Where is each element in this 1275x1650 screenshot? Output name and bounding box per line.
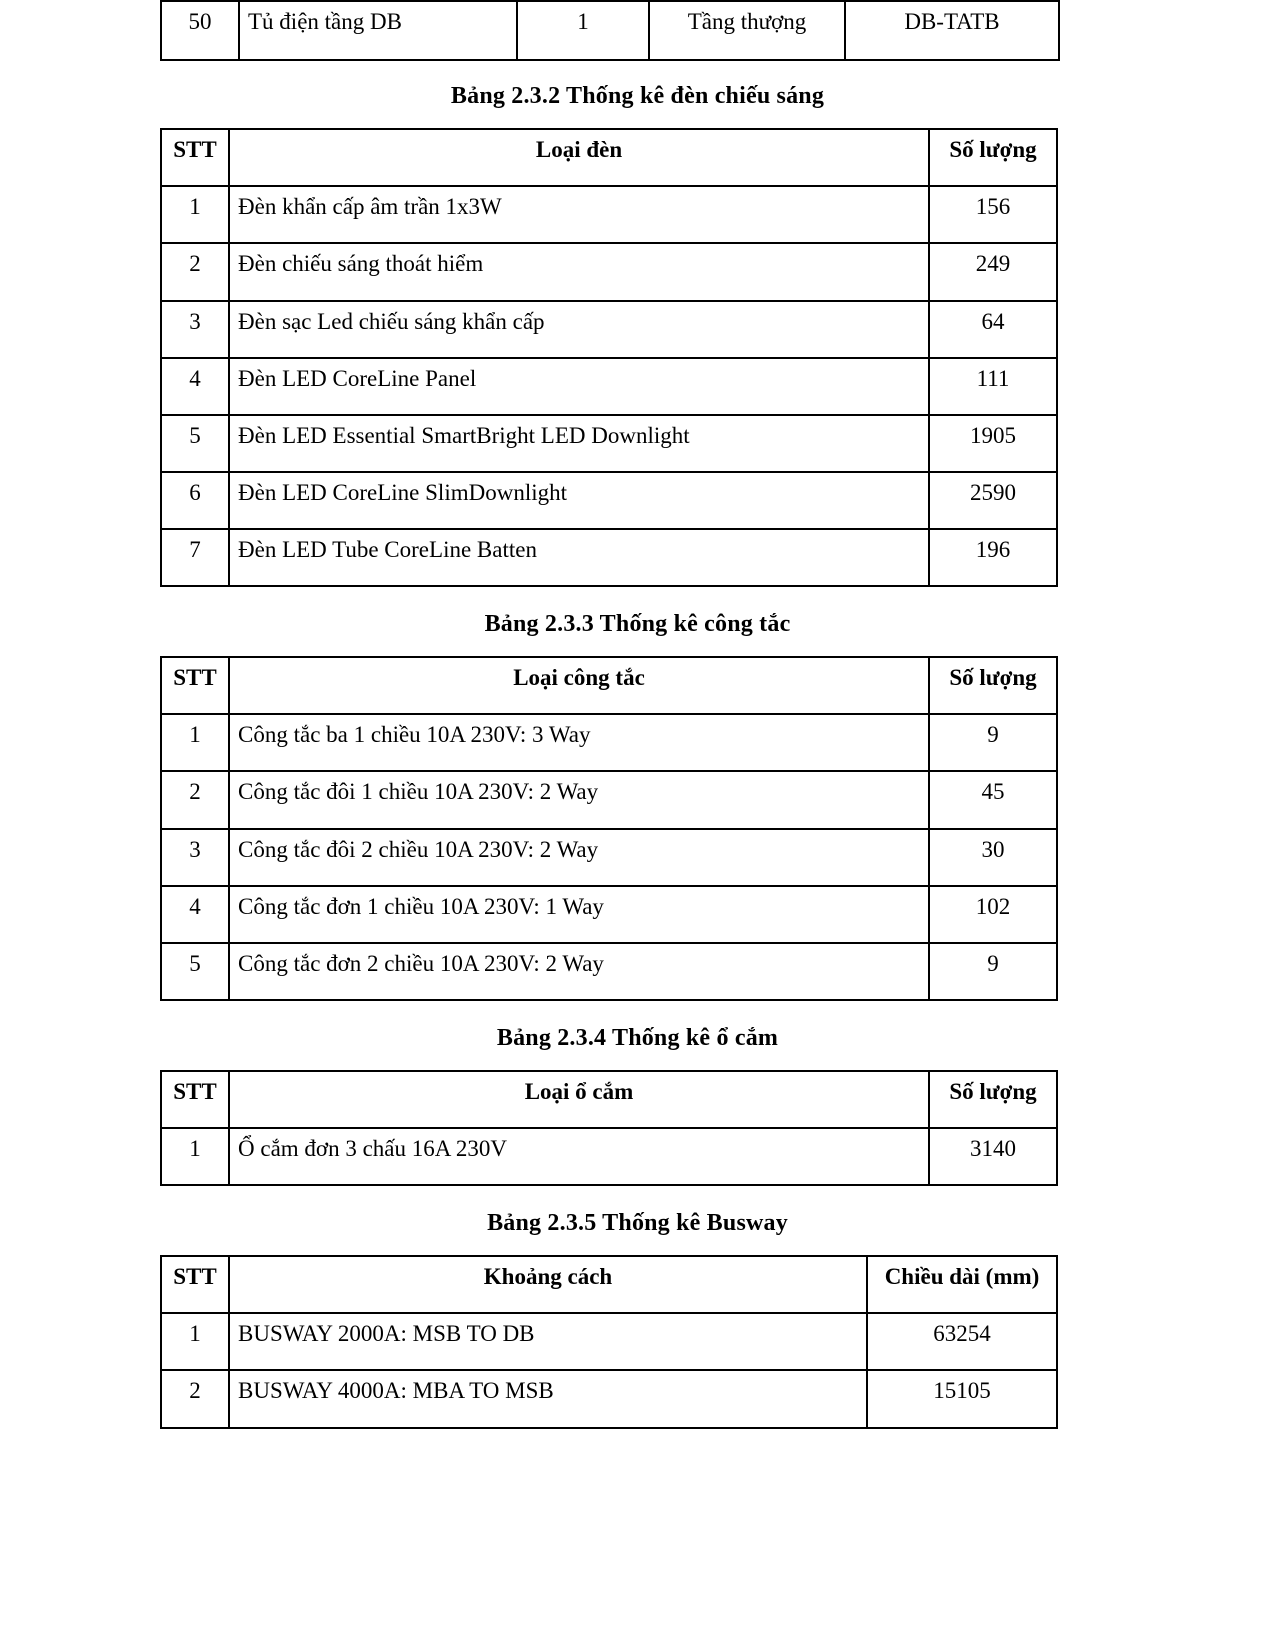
header-distance: Khoảng cách xyxy=(229,1256,867,1313)
cell-type: Công tắc đôi 1 chiều 10A 230V: 2 Way xyxy=(229,771,929,828)
table-row xyxy=(161,301,1057,358)
cell-quantity: 102 xyxy=(929,886,1057,943)
cell-quantity: 1905 xyxy=(929,415,1057,472)
table-row xyxy=(161,1313,1057,1370)
cell-stt: 1 xyxy=(161,186,229,243)
cell-quantity: 64 xyxy=(929,301,1057,358)
table-lighting xyxy=(160,128,1058,587)
table-header-row xyxy=(161,1256,1057,1313)
table-row xyxy=(161,415,1057,472)
cell-type: Công tắc đơn 1 chiều 10A 230V: 1 Way xyxy=(229,886,929,943)
cell-stt: 5 xyxy=(161,415,229,472)
cell-type: Đèn khẩn cấp âm trần 1x3W xyxy=(229,186,929,243)
cell-length: 15105 xyxy=(867,1370,1057,1427)
header-stt: STT xyxy=(161,657,229,714)
cell-type: Ổ cắm đơn 3 chấu 16A 230V xyxy=(229,1128,929,1185)
spacer xyxy=(160,1052,1115,1070)
table-row xyxy=(161,529,1057,586)
table-row xyxy=(161,243,1057,300)
header-stt: STT xyxy=(161,1071,229,1128)
table-row xyxy=(161,472,1057,529)
cell-code: DB-TATB xyxy=(845,1,1059,60)
cell-type: Đèn chiếu sáng thoát hiểm xyxy=(229,243,929,300)
cell-quantity: 156 xyxy=(929,186,1057,243)
header-stt: STT xyxy=(161,1256,229,1313)
cell-stt: 1 xyxy=(161,1313,229,1370)
cell-stt: 4 xyxy=(161,358,229,415)
table-title-lighting: Bảng 2.3.2 Thống kê đèn chiếu sáng xyxy=(450,83,825,110)
cell-stt: 6 xyxy=(161,472,229,529)
header-type: Loại ổ cắm xyxy=(229,1071,929,1128)
cell-quantity: 30 xyxy=(929,829,1057,886)
table-row xyxy=(161,186,1057,243)
cell-stt: 2 xyxy=(161,1370,229,1427)
cell-distance: BUSWAY 4000A: MBA TO MSB xyxy=(229,1370,867,1427)
table-header-row xyxy=(161,1071,1057,1128)
table-socket xyxy=(160,1070,1058,1186)
header-quantity: Số lượng xyxy=(929,657,1057,714)
cell-quantity: 111 xyxy=(929,358,1057,415)
cell-type: Đèn LED Tube CoreLine Batten xyxy=(229,529,929,586)
spacer xyxy=(160,1186,1115,1210)
cell-stt: 3 xyxy=(161,829,229,886)
table-row xyxy=(161,1,1059,60)
table-row xyxy=(161,771,1057,828)
table-header-row xyxy=(161,129,1057,186)
cell-type: Đèn LED Essential SmartBright LED Downlight xyxy=(229,415,929,472)
table-row xyxy=(161,1370,1057,1427)
spacer xyxy=(160,587,1115,611)
spacer xyxy=(160,61,1115,83)
cell-quantity: 2590 xyxy=(929,472,1057,529)
table-row xyxy=(161,358,1057,415)
cell-stt: 3 xyxy=(161,301,229,358)
cell-type: Đèn LED CoreLine SlimDownlight xyxy=(229,472,929,529)
cell-location: Tầng thượng xyxy=(649,1,845,60)
cell-stt: 1 xyxy=(161,1128,229,1185)
table-title-busway: Bảng 2.3.5 Thống kê Busway xyxy=(487,1210,788,1237)
table-row xyxy=(161,943,1057,1000)
table-title-socket: Bảng 2.3.4 Thống kê ổ cắm xyxy=(496,1024,779,1051)
header-stt: STT xyxy=(161,129,229,186)
cell-quantity: 1 xyxy=(517,1,649,60)
table-header-row xyxy=(161,657,1057,714)
cell-type: Đèn LED CoreLine Panel xyxy=(229,358,929,415)
cell-quantity: 9 xyxy=(929,943,1057,1000)
cell-quantity: 9 xyxy=(929,714,1057,771)
table-busway xyxy=(160,1255,1058,1428)
spacer xyxy=(160,110,1115,128)
spacer xyxy=(160,638,1115,656)
cell-stt: 1 xyxy=(161,714,229,771)
cell-stt: 5 xyxy=(161,943,229,1000)
cell-name: Tủ điện tầng DB xyxy=(239,1,517,60)
cell-type: Đèn sạc Led chiếu sáng khẩn cấp xyxy=(229,301,929,358)
cell-type: Công tắc ba 1 chiều 10A 230V: 3 Way xyxy=(229,714,929,771)
cell-quantity: 45 xyxy=(929,771,1057,828)
cell-distance: BUSWAY 2000A: MSB TO DB xyxy=(229,1313,867,1370)
cell-type: Công tắc đơn 2 chiều 10A 230V: 2 Way xyxy=(229,943,929,1000)
header-quantity: Số lượng xyxy=(929,129,1057,186)
spacer xyxy=(160,1001,1115,1025)
table-row xyxy=(161,1128,1057,1185)
cell-quantity: 3140 xyxy=(929,1128,1057,1185)
header-length: Chiều dài (mm) xyxy=(867,1256,1057,1313)
cell-type: Công tắc đôi 2 chiều 10A 230V: 2 Way xyxy=(229,829,929,886)
table-row xyxy=(161,714,1057,771)
spacer xyxy=(160,1237,1115,1255)
cell-quantity: 249 xyxy=(929,243,1057,300)
cell-stt: 7 xyxy=(161,529,229,586)
table-title-switch: Bảng 2.3.3 Thống kê công tắc xyxy=(484,611,791,638)
table-row xyxy=(161,886,1057,943)
table-switch xyxy=(160,656,1058,1001)
cell-stt: 50 xyxy=(161,1,239,60)
cell-length: 63254 xyxy=(867,1313,1057,1370)
cell-stt: 2 xyxy=(161,771,229,828)
cell-stt: 2 xyxy=(161,243,229,300)
cell-quantity: 196 xyxy=(929,529,1057,586)
cell-stt: 4 xyxy=(161,886,229,943)
table-panel-board-continued xyxy=(160,0,1060,61)
table-row xyxy=(161,829,1057,886)
header-type: Loại công tắc xyxy=(229,657,929,714)
header-type: Loại đèn xyxy=(229,129,929,186)
header-quantity: Số lượng xyxy=(929,1071,1057,1128)
